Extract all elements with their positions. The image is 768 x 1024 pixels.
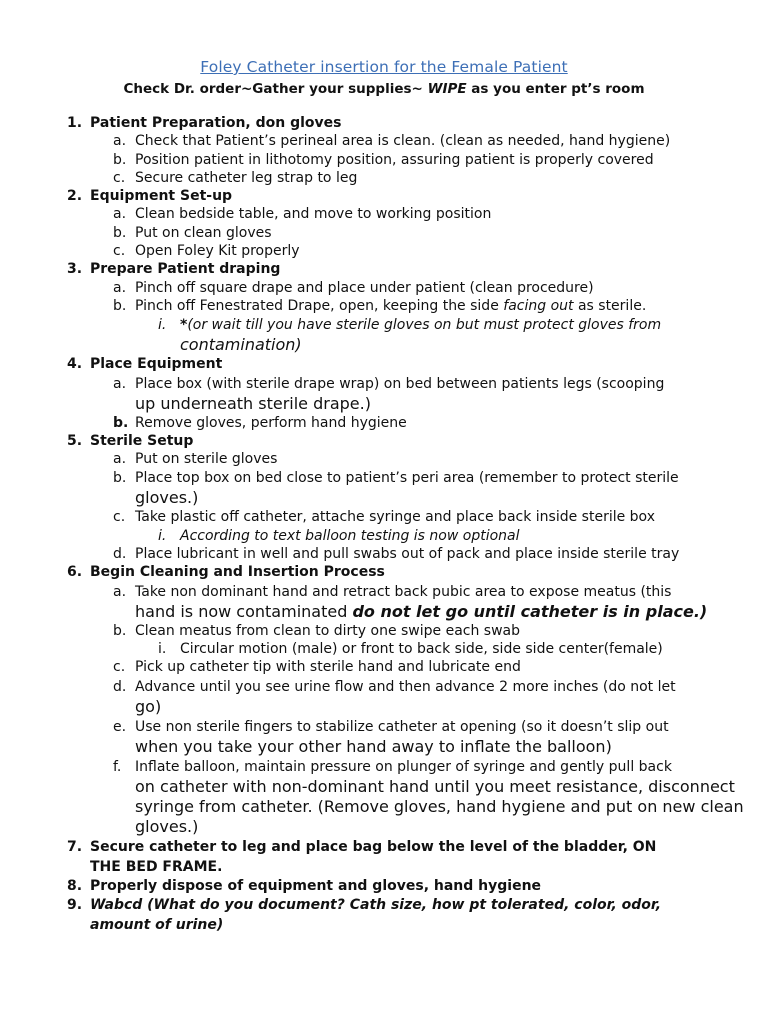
- item-letter: b.: [113, 151, 127, 168]
- item-text: Clean meatus from clean to dirty one swipe each swab: [135, 622, 521, 639]
- item-letter: c.: [113, 169, 126, 186]
- item-text: Check that Patient’s perineal area is clean. (clean as needed, hand hygiene): [135, 133, 671, 150]
- item-letter: a.: [113, 375, 127, 392]
- item-text: Position patient in lithotomy position, assuring patient is properly covered: [135, 151, 654, 168]
- step-number: 2.: [67, 188, 83, 205]
- item-text: Secure catheter leg strap to leg: [135, 169, 358, 186]
- step-1: [0, 114, 768, 132]
- step-2-item-a: [0, 205, 768, 223]
- item-text-post: as sterile.: [573, 297, 647, 314]
- step-3-subitem-i-cont: contamination): [180, 335, 302, 355]
- step-number: 5.: [67, 432, 83, 449]
- item-letter: b.: [113, 622, 127, 639]
- step-4-item-a: [0, 374, 768, 394]
- item-letter: a.: [113, 206, 127, 223]
- item-roman: i.: [158, 527, 167, 544]
- item-text: Take plastic off catheter, attache syringe and place back inside sterile box: [135, 509, 655, 526]
- item-text-pre: hand is now contaminated: [135, 601, 353, 621]
- step-6-item-a: [0, 582, 768, 602]
- step-2-item-b: [0, 224, 768, 242]
- step-4-item-a-cont: up underneath sterile drape.): [135, 393, 371, 413]
- step-label: Begin Cleaning and Insertion Process: [90, 564, 385, 581]
- step-label: Prepare Patient draping: [90, 261, 281, 278]
- step-1-item-c: [0, 169, 768, 187]
- step-label: Secure catheter to leg and place bag below the level of the bladder, ON: [90, 838, 657, 855]
- step-number: 8.: [67, 877, 83, 894]
- step-3: [0, 260, 768, 278]
- step-7: [0, 837, 768, 857]
- step-5-item-c: [0, 508, 768, 526]
- step-6-item-f: [0, 757, 768, 777]
- item-letter: a.: [113, 133, 127, 150]
- step-4: [0, 355, 768, 373]
- step-number: 7.: [67, 838, 83, 855]
- item-letter: b.: [113, 297, 127, 314]
- item-letter: a.: [113, 583, 127, 600]
- step-6-item-e-cont: when you take your other hand away to inflate the balloon): [135, 736, 612, 756]
- asterisk: *: [180, 317, 188, 334]
- item-letter: a.: [113, 451, 127, 468]
- step-label: Equipment Set-up: [90, 188, 233, 205]
- item-text: Place top box on bed close to patient’s peri area (remember to protect sterile: [135, 470, 679, 487]
- step-number: 9.: [67, 896, 83, 913]
- step-6-item-b: [0, 622, 768, 640]
- step-9-cont: amount of urine): [90, 916, 224, 933]
- step-6-item-c: [0, 658, 768, 676]
- step-5-item-b-cont: gloves.): [135, 488, 199, 508]
- step-3-subitem-i: [0, 315, 768, 335]
- item-text-emphasis: do not let go until catheter is in place.): [352, 601, 708, 621]
- item-text-pre: Pinch off Fenestrated Drape, open, keeping the side: [135, 297, 504, 314]
- item-letter: d.: [113, 678, 127, 695]
- item-roman: i.: [158, 317, 167, 334]
- item-letter: c.: [113, 243, 126, 260]
- subtitle-wipe: WIPE: [427, 81, 467, 97]
- step-3-item-a: [0, 279, 768, 297]
- item-letter: c.: [113, 509, 126, 526]
- item-text: Open Foley Kit properly: [135, 243, 300, 260]
- item-text: Inflate balloon, maintain pressure on plunger of syringe and gently pull back: [135, 758, 672, 775]
- step-5-item-a: [0, 450, 768, 468]
- item-letter: d.: [113, 546, 127, 563]
- item-text: Put on clean gloves: [135, 224, 272, 241]
- step-label: Place Equipment: [90, 356, 223, 373]
- item-letter: f.: [113, 758, 122, 775]
- step-number: 4.: [67, 356, 83, 373]
- step-number: 1.: [67, 115, 83, 131]
- subtitle-part2: as you enter pt’s room: [466, 81, 645, 97]
- item-text: According to text balloon testing is now optional: [180, 527, 520, 544]
- step-5: [0, 432, 768, 450]
- step-6-item-a-cont: [0, 602, 768, 622]
- step-3-item-b: [0, 297, 768, 315]
- item-letter: b.: [113, 470, 127, 487]
- step-2-item-c: [0, 242, 768, 260]
- document-title: Foley Catheter insertion for the Female Patient: [200, 58, 568, 76]
- step-6-item-e: [0, 717, 768, 737]
- item-text: Put on sterile gloves: [135, 451, 278, 468]
- item-letter: c.: [113, 659, 126, 676]
- step-8: [0, 877, 768, 895]
- item-text-italic: facing out: [503, 297, 574, 314]
- step-5-item-d: [0, 545, 768, 563]
- item-letter: b.: [113, 224, 127, 241]
- step-6-item-f-cont-3: gloves.): [135, 816, 199, 836]
- step-6-item-f-cont-1: on catheter with non-dominant hand until you meet resistance, disconnect: [135, 776, 735, 796]
- item-text: Use non sterile fingers to stabilize catheter at opening (so it doesn’t slip out: [135, 718, 669, 735]
- step-9: [0, 895, 768, 915]
- steps-list: [0, 114, 768, 935]
- step-1-item-a: [0, 132, 768, 150]
- item-text: Pinch off square drape and place under patient (clean procedure): [135, 279, 594, 296]
- document-subtitle: [0, 81, 768, 97]
- step-label: Patient Preparation, don gloves: [90, 115, 342, 131]
- item-text: Clean bedside table, and move to working position: [135, 206, 492, 223]
- step-6-item-d: [0, 677, 768, 697]
- step-label: Properly dispose of equipment and gloves, hand hygiene: [90, 877, 542, 894]
- item-letter: e.: [113, 718, 127, 735]
- item-text: Remove gloves, perform hand hygiene: [135, 414, 407, 431]
- step-6-item-f-cont-2: syringe from catheter. (Remove gloves, hand hygiene and put on new clean: [135, 796, 744, 816]
- item-letter: b.: [113, 414, 129, 431]
- item-text: (or wait till you have sterile gloves on but must protect gloves from: [187, 317, 662, 334]
- step-6-item-d-cont: go): [135, 696, 162, 716]
- step-6-subitem-i: [0, 640, 768, 658]
- step-number: 3.: [67, 261, 83, 278]
- step-6: [0, 563, 768, 581]
- step-5-item-b: [0, 468, 768, 488]
- item-text: Take non dominant hand and retract back pubic area to expose meatus (this: [135, 583, 672, 600]
- item-text: Circular motion (male) or front to back side, side side center(female): [180, 640, 663, 657]
- item-text: Advance until you see urine flow and then advance 2 more inches (do not let: [135, 678, 676, 695]
- step-5-subitem-i: [0, 527, 768, 545]
- step-2: [0, 187, 768, 205]
- item-roman: i.: [158, 640, 167, 657]
- step-4-item-b: [0, 414, 768, 432]
- step-number: 6.: [67, 564, 83, 581]
- step-label: Sterile Setup: [90, 432, 194, 449]
- step-label: Wabcd (What do you document? Cath size, how pt tolerated, color, odor,: [90, 896, 662, 913]
- item-letter: a.: [113, 279, 127, 296]
- item-text: Place lubricant in well and pull swabs out of pack and place inside sterile tray: [135, 546, 680, 563]
- step-7-cont: THE BED FRAME.: [90, 858, 223, 875]
- item-text: Pick up catheter tip with sterile hand and lubricate end: [135, 659, 521, 676]
- step-1-item-b: [0, 151, 768, 169]
- subtitle-part1: Check Dr. order~Gather your supplies~: [123, 81, 428, 97]
- item-text: Place box (with sterile drape wrap) on bed between patients legs (scooping: [135, 375, 665, 392]
